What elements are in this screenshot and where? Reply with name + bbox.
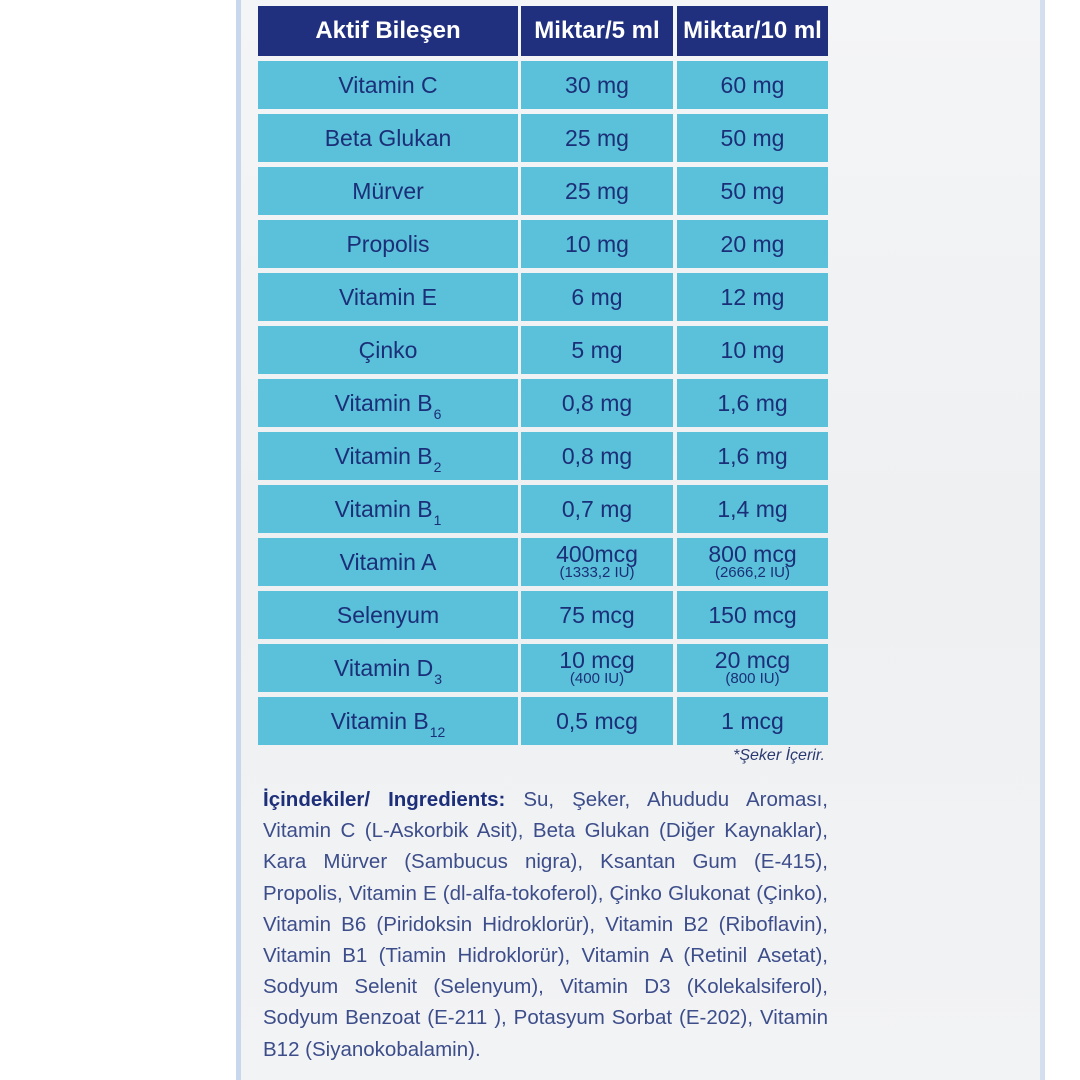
amount-5ml-value: 10 mcg xyxy=(559,647,635,673)
ingredient-name xyxy=(258,379,518,427)
amount-10ml xyxy=(677,220,828,268)
amount-5ml-value: 25 mg xyxy=(565,124,629,151)
amount-10ml-value: 12 mg xyxy=(720,283,785,310)
ingredient-name xyxy=(258,114,518,162)
ingredients-paragraph xyxy=(263,784,828,1065)
ingredient-name-text: Vitamin E xyxy=(338,283,437,310)
amount-10ml xyxy=(677,591,828,639)
ingredient-name-line xyxy=(352,178,424,205)
amount-5ml xyxy=(521,432,673,480)
amount-5ml xyxy=(521,591,673,639)
header-amount-5ml: Miktar/5 ml xyxy=(521,6,673,56)
ingredient-name xyxy=(258,591,518,639)
amount-5ml-value: 5 mg xyxy=(571,336,623,363)
amount-5ml-iu-note: (400 IU) xyxy=(569,670,625,687)
amount-10ml xyxy=(677,273,828,321)
ingredient-name-line xyxy=(334,389,442,422)
ingredient-name-line xyxy=(338,72,437,99)
amount-10ml-value: 50 mg xyxy=(720,177,785,204)
amount-10ml-value: 1,6 mg xyxy=(717,389,788,416)
table-row xyxy=(258,167,828,215)
ingredient-name-line xyxy=(334,442,442,475)
ingredient-name xyxy=(258,220,518,268)
table-row xyxy=(258,538,828,586)
ingredient-name-line xyxy=(337,602,439,629)
ingredient-name-line xyxy=(340,549,437,576)
ingredient-name xyxy=(258,167,518,215)
table-row xyxy=(258,432,828,480)
table-row xyxy=(258,220,828,268)
ingredient-subscript: 1 xyxy=(433,511,442,528)
amount-5ml-value: 400mcg xyxy=(556,541,638,567)
amount-5ml-value: 6 mg xyxy=(571,283,623,310)
header-active-ingredient: Aktif Bileşen xyxy=(258,6,518,56)
table-row xyxy=(258,61,828,109)
amount-10ml xyxy=(677,538,828,586)
ingredient-name-line xyxy=(334,495,442,528)
ingredients-label: İçindekiler/ Ingredients: xyxy=(263,788,506,811)
amount-5ml xyxy=(521,379,673,427)
amount-10ml xyxy=(677,61,828,109)
header-amount-10ml: Miktar/10 ml xyxy=(677,6,828,56)
amount-10ml-value: 1 mcg xyxy=(721,707,784,734)
ingredient-subscript: 3 xyxy=(434,670,443,687)
ingredient-subscript: 2 xyxy=(433,458,442,475)
ingredient-name-text: Vitamin B xyxy=(334,389,433,416)
amount-5ml-value: 10 mg xyxy=(565,230,629,257)
amount-5ml-value: 0,5 mcg xyxy=(556,707,638,734)
amount-10ml-value: 50 mg xyxy=(720,124,785,151)
amount-10ml xyxy=(677,644,828,692)
sugar-note: *Şeker İçerir. xyxy=(733,747,825,764)
ingredient-name-text: Çinko xyxy=(358,336,418,363)
ingredient-name-text: Selenyum xyxy=(336,601,440,628)
amount-10ml xyxy=(677,432,828,480)
amount-5ml-value: 0,8 mg xyxy=(561,389,633,416)
ingredient-name-text: Vitamin B xyxy=(330,707,429,734)
ingredient-name-line xyxy=(339,284,437,311)
amount-5ml-value: 0,7 mg xyxy=(561,495,633,522)
amount-5ml xyxy=(521,273,673,321)
amount-10ml xyxy=(677,167,828,215)
table-header-row xyxy=(258,6,828,56)
nutrition-table xyxy=(258,6,828,750)
table-row xyxy=(258,379,828,427)
amount-10ml xyxy=(677,326,828,374)
table-row xyxy=(258,273,828,321)
ingredient-name-text: Mürver xyxy=(352,177,424,204)
table-row xyxy=(258,114,828,162)
ingredient-name-line xyxy=(346,231,429,258)
amount-5ml xyxy=(521,538,673,586)
package-left-strip xyxy=(0,0,236,1080)
amount-5ml-value: 75 mcg xyxy=(559,601,635,628)
amount-10ml-value: 1,6 mg xyxy=(717,442,788,469)
amount-10ml-value: 60 mg xyxy=(720,71,785,98)
table-row xyxy=(258,591,828,639)
amount-10ml-iu-note: (2666,2 IU) xyxy=(714,564,791,581)
table-row xyxy=(258,697,828,745)
amount-10ml-iu-note: (800 IU) xyxy=(725,670,780,687)
amount-5ml xyxy=(521,114,673,162)
ingredient-name-line xyxy=(359,337,418,364)
ingredient-name xyxy=(258,697,518,745)
amount-10ml-value: 10 mg xyxy=(720,336,785,363)
ingredient-name-text: Vitamin C xyxy=(338,71,438,98)
ingredient-name xyxy=(258,538,518,586)
table-row xyxy=(258,485,828,533)
ingredient-name-text: Propolis xyxy=(346,230,430,257)
ingredient-name-line xyxy=(325,125,452,152)
ingredient-name-text: Beta Glukan xyxy=(324,124,452,151)
ingredient-name-text: Vitamin B xyxy=(334,495,433,522)
ingredient-name xyxy=(258,273,518,321)
amount-5ml xyxy=(521,220,673,268)
package-right-strip xyxy=(1040,0,1080,1080)
amount-5ml-value: 25 mg xyxy=(565,177,629,204)
amount-5ml xyxy=(521,485,673,533)
ingredient-name-line xyxy=(330,707,446,740)
amount-10ml-value: 20 mcg xyxy=(714,647,791,673)
amount-5ml xyxy=(521,61,673,109)
amount-10ml xyxy=(677,697,828,745)
amount-10ml-value: 150 mcg xyxy=(708,601,797,628)
ingredient-subscript: 12 xyxy=(429,723,446,740)
ingredient-name xyxy=(258,644,518,692)
amount-10ml-value: 1,4 mg xyxy=(717,495,788,522)
amount-5ml-value: 0,8 mg xyxy=(561,442,633,469)
amount-5ml xyxy=(521,644,673,692)
amount-5ml xyxy=(521,326,673,374)
ingredient-name xyxy=(258,432,518,480)
amount-10ml xyxy=(677,485,828,533)
table-row xyxy=(258,326,828,374)
amount-10ml xyxy=(677,114,828,162)
table-row xyxy=(258,644,828,692)
ingredient-name-text: Vitamin D xyxy=(333,654,434,681)
ingredient-name-text: Vitamin A xyxy=(339,548,437,575)
ingredient-name xyxy=(258,61,518,109)
amount-5ml-iu-note: (1333,2 IU) xyxy=(559,564,635,581)
amount-5ml xyxy=(521,697,673,745)
ingredient-name-text: Vitamin B xyxy=(334,442,433,469)
amount-5ml xyxy=(521,167,673,215)
amount-10ml-value: 20 mg xyxy=(720,230,785,257)
ingredient-subscript: 6 xyxy=(433,405,442,422)
amount-10ml xyxy=(677,379,828,427)
ingredients-text: Su, Şeker, Ahududu Aroması, Vitamin C (L-Askorbik Asit), Beta Glukan (Diğer Kaynaklar), Kara Mürver (Sambucus nigra), Ksantan Gum (E-415), Propolis, Vitamin E (dl-alfa-tokoferol), Çinko Glukonat (Çinko), Vitamin B6 (Piridoksin Hidroklorür), Vitamin B2 (Riboflavin), Vitamin B1 (Tiamin Hidroklorür), Vitamin A (Retinil Asetat), Sodyum Selenit (Selenyum), Vitamin D3 (Kolekalsiferol), Sodyum Benzoat (E-211 ), Potasyum Sorbat (E-202), Vitamin B12 (Siyanokobalamin). xyxy=(263,788,828,1061)
ingredient-name xyxy=(258,485,518,533)
ingredient-name-line xyxy=(333,654,443,687)
ingredient-name xyxy=(258,326,518,374)
amount-5ml-value: 30 mg xyxy=(565,71,629,98)
amount-10ml-value: 800 mcg xyxy=(708,541,797,567)
package-right-edge xyxy=(1040,0,1045,1080)
